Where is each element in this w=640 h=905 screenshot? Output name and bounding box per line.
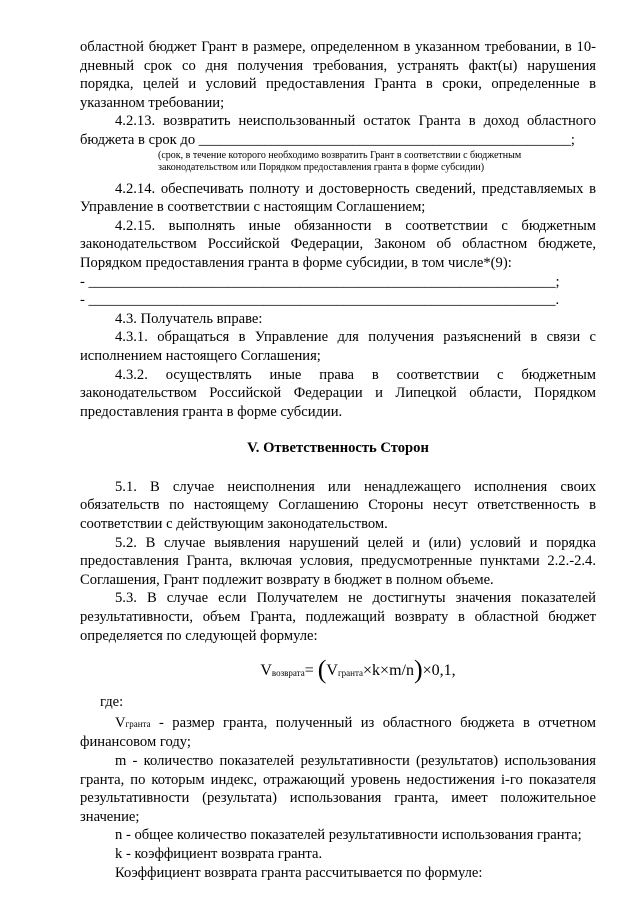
return-formula	[80, 655, 596, 685]
paragraph: областной бюджет Грант в размере, определенном в указанном требовании, в 10-дневный срок со дня получения требования, устранять факт(ы) нарушения порядка, целей и условий предоставления Гранта в сроки, определенные в указанном требовании;	[80, 39, 596, 111]
footnote-deadline: (срок, в течение которого необходимо возвратить Грант в соответствии с бюджетным законодательством или Порядком предоставления гранта в форме субсидии)	[158, 149, 522, 173]
paragraph-4-3: 4.3. Получатель вправе:	[115, 310, 263, 327]
def-v-sub: гранта	[125, 718, 151, 729]
definition-n: n - общее количество показателей результативности использования гранта;	[115, 827, 582, 844]
blank-line-2: - ________________________________________________________________.	[80, 292, 560, 309]
paragraph-4-3-1: 4.3.1. обращаться в Управление для получения разъяснений в связи с исполнением настоящего Соглашения;	[80, 329, 596, 364]
paragraph-4-2-15: 4.2.15. выполнять иные обязанности в соответствии с бюджетным законодательством Российской Федерации, Законом об областном бюджете, Порядком предоставления гранта в форме субсидии, в том числе*(9):	[80, 217, 596, 271]
formula-sub-granta: гранта	[337, 668, 364, 679]
def-v-text: - размер гранта, полученный из областного бюджета в отчетном финансовом году;	[80, 714, 596, 751]
formula-v-inner: V	[326, 662, 338, 680]
where-label: где:	[100, 694, 124, 711]
formula-sub-vozvrata: возврата	[271, 668, 305, 679]
def-v: V	[115, 714, 126, 731]
definition-k: k - коэффициент возврата гранта.	[115, 845, 323, 862]
document-page	[80, 38, 596, 882]
definition-v-granta	[80, 714, 596, 752]
paragraph-4-3-2: 4.3.2. осуществлять иные права в соответствии с бюджетным законодательством Российской Федерации и Липецкой области, Порядком предоставления гранта в форме субсидии.	[80, 366, 596, 420]
formula-mid: ×k×m/n	[363, 662, 414, 680]
formula-eq: =	[304, 662, 314, 680]
paragraph-5-2: 5.2. В случае выявления нарушений целей и (или) условий и порядка предоставления Гранта, включая условия, предусмотренные пунктами 2.2.-2.4. Соглашения, Грант подлежит возврату в бюджет в полном объеме.	[80, 534, 596, 588]
formula-v-main: V	[260, 662, 272, 680]
paragraph-4-2-13: 4.2.13. возвратить неиспользованный остаток Гранта в доход областного бюджета в срок до ___________________________________________________;	[80, 113, 596, 148]
formula-close-paren: )	[413, 655, 423, 685]
definition-m: m - количество показателей результативности (результатов) использования гранта, по которым индекс, отражающий уровень недостижения i-го показателя результативности (результата) использования гранта, имеет положительное значение;	[80, 753, 596, 825]
blank-line-1: - ________________________________________________________________;	[80, 273, 560, 290]
formula-open-paren: (	[317, 655, 327, 685]
paragraph-4-2-14: 4.2.14. обеспечивать полноту и достоверность сведений, представляемых в Управление в соответствии с настоящим Соглашением;	[80, 180, 596, 216]
section-heading: V. Ответственность Сторон	[247, 440, 429, 457]
paragraph-coefficient: Коэффициент возврата гранта рассчитывается по формуле:	[115, 864, 483, 881]
paragraph-5-3: 5.3. В случае если Получателем не достигнуты значения показателей результативности, объем Гранта, подлежащий возврату в областной бюджет определяется по следующей формуле:	[80, 590, 596, 644]
formula-tail: ×0,1,	[422, 662, 456, 680]
paragraph-5-1: 5.1. В случае неисполнения или ненадлежащего исполнения своих обязательств по настоящему Соглашению Стороны несут ответственность в соответствии с действующим законодательством.	[80, 478, 596, 533]
